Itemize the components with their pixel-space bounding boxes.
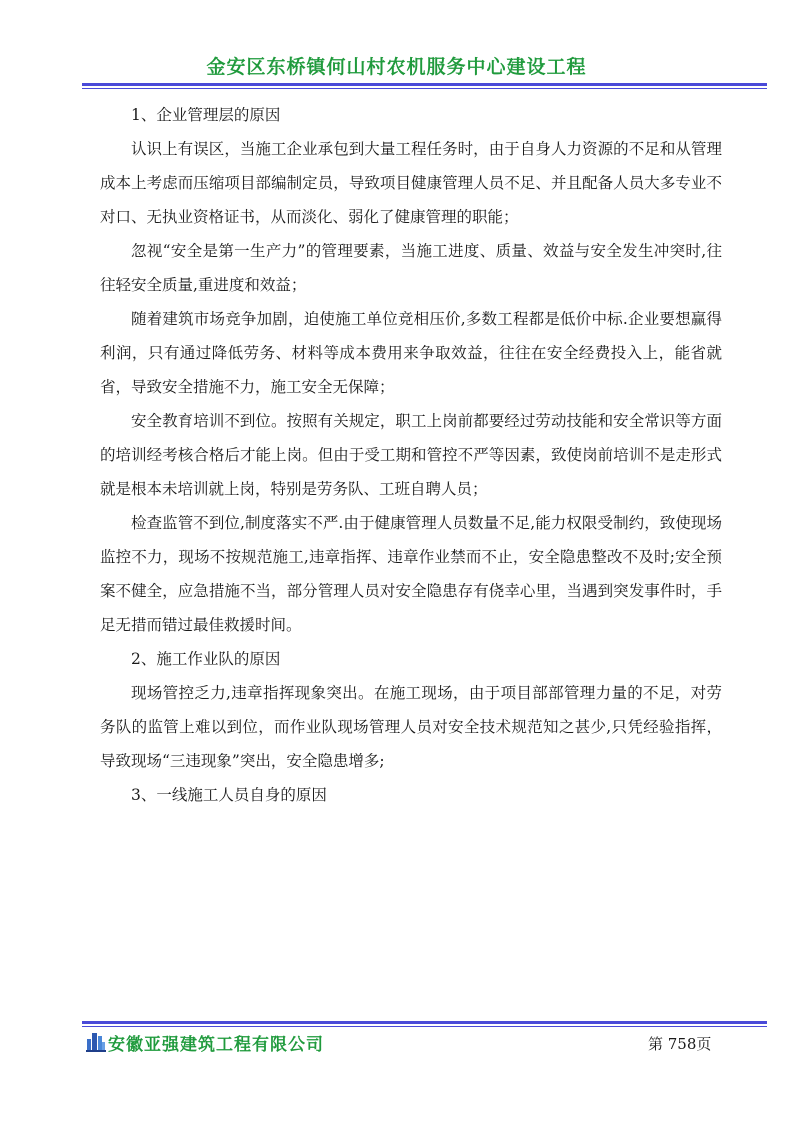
body-paragraph: 现场管控乏力,违章指挥现象突出。在施工现场，由于项目部部管理力量的不足，对劳务队的监管上难以到位，而作业队现场管理人员对安全技术规范知之甚少,只凭经验指挥，导致现场“三违现象”突出，安全隐患增多;: [100, 684, 722, 770]
section-heading: 1、企业管理层的原因: [131, 106, 281, 124]
header-rule-thin: [82, 88, 767, 89]
header-rule-thick: [82, 83, 767, 86]
body-paragraph: 忽视“安全是第一生产力”的管理要素，当施工进度、质量、效益与安全发生冲突时,往往轻安全质量,重进度和效益；: [100, 242, 722, 294]
section-heading: 3、一线施工人员自身的原因: [131, 786, 327, 804]
body-paragraph: 检查监管不到位,制度落实不严.由于健康管理人员数量不足,能力权限受制约，致使现场监控不力，现场不按规范施工,违章指挥、违章作业禁而不止，安全隐患整改不及时;安全预案不健全，应急措施不当，部分管理人员对安全隐患存有侥幸心里，当遇到突发事件时，手足无措而错过最佳救援时间。: [100, 514, 722, 634]
body-paragraph: 认识上有误区，当施工企业承包到大量工程任务时，由于自身人力资源的不足和从管理成本上考虑而压缩项目部编制定员，导致项目健康管理人员不足、并且配备人员大多专业不对口、无执业资格证书，从而淡化、弱化了健康管理的职能；: [100, 140, 722, 226]
footer-rule-thick: [82, 1021, 767, 1024]
footer-company-name: 安徽亚强建筑工程有限公司: [108, 1035, 324, 1055]
page-header-title: 金安区东桥镇何山村农机服务中心建设工程: [206, 56, 587, 78]
building-logo-icon: [86, 1030, 106, 1052]
page-number: 第 758页: [648, 1035, 712, 1053]
document-body: [100, 98, 722, 812]
body-paragraph: 随着建筑市场竞争加剧，迫使施工单位竞相压价,多数工程都是低价中标.企业要想赢得利润，只有通过降低劳务、材料等成本费用来争取效益，往往在安全经费投入上，能省就省，导致安全措施不力，施工安全无保障；: [100, 310, 722, 396]
body-paragraph: 安全教育培训不到位。按照有关规定，职工上岗前都要经过劳动技能和安全常识等方面的培训经考核合格后才能上岗。但由于受工期和管控不严等因素，致使岗前培训不是走形式就是根本未培训就上岗，特别是劳务队、工班自聘人员；: [100, 412, 722, 498]
footer-rule-thin: [82, 1026, 767, 1027]
section-heading: 2、施工作业队的原因: [131, 650, 281, 668]
